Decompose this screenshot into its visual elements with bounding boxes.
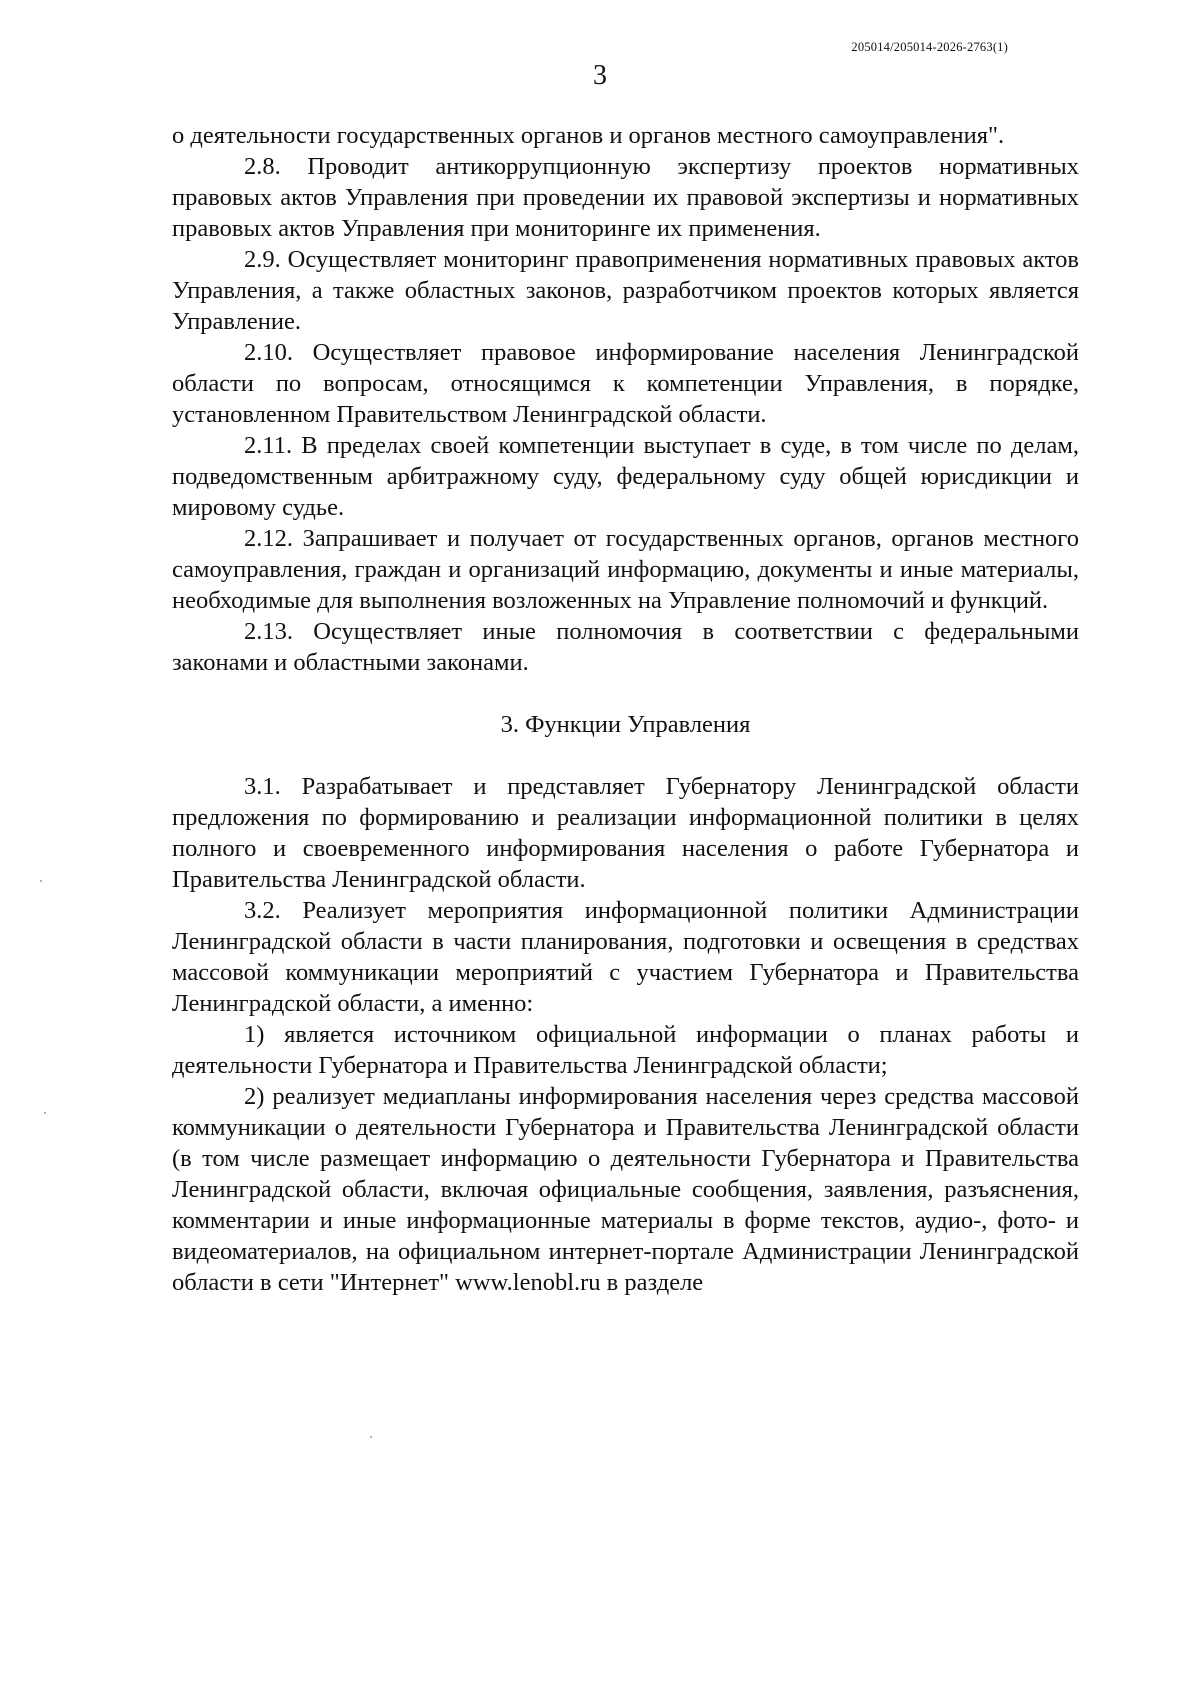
paragraph-3-2: 3.2. Реализует мероприятия информационной политики Администрации Ленинградской области в части планирования, подготовки и освещения в средствах массовой коммуникации мероприятий с участием Губернатора и Правительства Ленинградской области, а именно: [172, 897, 1079, 1017]
document-body [172, 120, 1079, 1298]
scan-speck [370, 1436, 372, 1438]
paragraph-3-1: 3.1. Разрабатывает и представляет Губернатору Ленинградской области предложения по формированию и реализации информационной политики в целях полного и своевременного информирования населения о работе Губернатора и Правительства Ленинградской области. [172, 773, 1079, 893]
paragraph-3-2-item-2: 2) реализует медиапланы информирования населения через средства массовой коммуникации о деятельности Губернатора и Правительства Ленинградской области (в том числе размещает информацию о деятельности Губернатора и Правительства Ленинградской области, включая официальные сообщения, заявления, разъяснения, комментарии и иные информационные материалы в форме текстов, аудио-, фото- и видеоматериалов, на официальном интернет-портале Администрации Ленинградской области в сети "Интернет" www.lenobl.ru в разделе [172, 1083, 1079, 1296]
scan-speck [44, 1112, 46, 1114]
scan-speck [40, 880, 42, 882]
paragraph-2-12: 2.12. Запрашивает и получает от государственных органов, органов местного самоуправления, граждан и организаций информацию, документы и иные материалы, необходимые для выполнения возложенных на Управление полномочий и функций. [172, 525, 1079, 614]
paragraph-2-11: 2.11. В пределах своей компетенции выступает в суде, в том числе по делам, подведомственным арбитражному суду, федеральному суду общей юрисдикции и мировому судье. [172, 432, 1079, 521]
paragraph-2-9: 2.9. Осуществляет мониторинг правоприменения нормативных правовых актов Управления, а также областных законов, разработчиком проектов которых является Управление. [172, 246, 1079, 335]
section-3-title: 3. Функции Управления [500, 711, 751, 738]
page-number: 3 [593, 60, 607, 91]
paragraph-2-13: 2.13. Осуществляет иные полномочия в соответствии с федеральными законами и областными законами. [172, 618, 1079, 676]
paragraph-continuation: о деятельности государственных органов и органов местного самоуправления". [172, 122, 1005, 149]
paragraph-3-2-item-1: 1) является источником официальной информации о планах работы и деятельности Губернатора и Правительства Ленинградской области; [172, 1021, 1079, 1079]
paragraph-2-8: 2.8. Проводит антикоррупционную экспертизу проектов нормативных правовых актов Управления при проведении их правовой экспертизы и нормативных правовых актов Управления при мониторинге их применения. [172, 153, 1079, 242]
document-id: 205014/205014-2026-2763(1) [851, 40, 1008, 54]
paragraph-2-10: 2.10. Осуществляет правовое информирование населения Ленинградской области по вопросам, относящимся к компетенции Управления, в порядке, установленном Правительством Ленинградской области. [172, 339, 1079, 428]
